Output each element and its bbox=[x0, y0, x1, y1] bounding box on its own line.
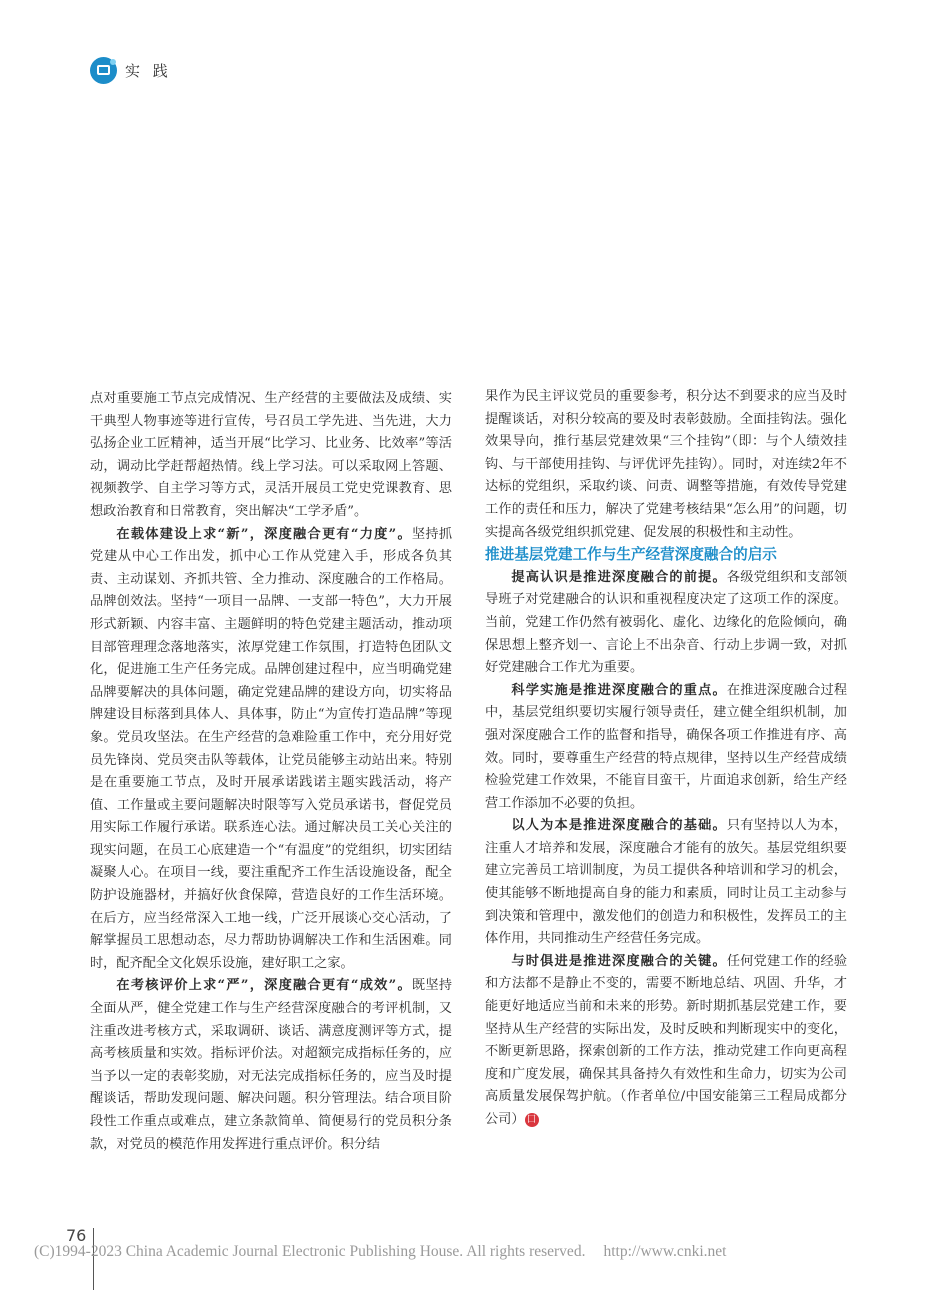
paragraph: 果作为民主评议党员的重要参考，积分达不到要求的应当及时提醒谈话，对积分较高的要及时表彰鼓励。全面挂钩法。强化效果导向，推行基层党建效果“三个挂钩”（即：与个人绩效挂钩、与干部使用挂钩、与评优评先挂钩）。同时，对连续2年不达标的党组织，采取约谈、问责、调整等措施，有效传导党建工作的责任和压力，解决了党建考核结果“怎么用”的问题，切实提高各级党组织抓党建、促发展的积极性和主动性。 bbox=[485, 389, 847, 540]
right-column bbox=[485, 386, 847, 1132]
paragraph-lead: 在载体建设上求“新”，深度融合更有“力度”。 bbox=[116, 526, 412, 542]
paragraph bbox=[485, 815, 847, 951]
paragraph-lead: 以人为本是推进深度融合的基础。 bbox=[511, 818, 727, 834]
paragraph bbox=[90, 524, 452, 976]
paragraph: 点对重要施工节点完成情况、生产经营的主要做法及成绩、实干典型人物事迹等进行宣传，号召员工学先进、当先进，大力弘扬企业工匠精神，适当开展“比学习、比业务、比效率”等活动，调动比学赶帮超热情。线上学习法。可以采取网上答题、视频教学、自主学习等方式，灵活开展员工党史党课教育、思想政治教育和日常教育，突出解决“工学矛盾”。 bbox=[90, 391, 452, 519]
copyright-watermark bbox=[34, 1243, 726, 1261]
cnki-url: http://www.cnki.net bbox=[603, 1243, 727, 1260]
paragraph-lead: 提高认识是推进深度融合的前提。 bbox=[511, 569, 727, 585]
left-column bbox=[90, 388, 452, 1156]
page-header bbox=[90, 57, 172, 84]
paragraph-body: 坚持抓党建从中心工作出发，抓中心工作从党建入手，形成各负其责、主动谋划、齐抓共管、全力推动、深度融合的工作格局。品牌创效法。坚持“一项目一品牌、一支部一特色”，大力开展形式新颖、内容丰富、主题鲜明的特色党建主题活动，推动项目部管理理念落地落实，浓厚党建工作氛围，打造特色团队文化，促进施工生产任务完成。品牌创建过程中，应当明确党建品牌要解决的具体问题，确定党建品牌的建设方向，切实将品牌建设目标落到具体人、具体事，防止“为宣传打造品牌”等现象。党员攻坚法。在生产经营的急难险重工作中，充分用好党员先锋岗、党员突击队等载体，让党员能够主动站出来。特别是在重要施工节点，及时开展承诺践诺主题实践活动，将产值、工作量或主要问题解决时限等写入党员承诺书，督促党员用实际工作履行承诺。联系连心法。通过解决员工关心关注的现实问题，在员工心底建造一个“有温度”的党组织，切实团结凝聚人心。在项目一线，要注重配齐工作生活设施设备，配全防护设施器材，并搞好伙食保障，营造良好的工作生活环境。在后方，应当经常深入工地一线，广泛开展谈心交心活动，了解掌握员工思想动态，尽力帮助协调解决工作和生活困难。同时，配齐配全文化娱乐设施，建好职工之家。 bbox=[90, 526, 453, 971]
paragraph bbox=[485, 567, 847, 680]
section-heading: 推进基层党建工作与生产经营深度融合的启示 bbox=[485, 546, 777, 564]
paragraph bbox=[485, 951, 847, 1132]
paragraph-lead: 与时俱进是推进深度融合的关键。 bbox=[511, 953, 727, 969]
paragraph-body: 在推进深度融合过程中，基层党组织要切实履行领导责任，建立健全组织机制，加强对深度融合工作的监督和指导，确保各项工作推进有序、高效。同时，要尊重生产经营的特点规律，坚持以生产经营成绩检验党建工作效果，不能盲目蛮干，片面追求创新，给生产经营工作添加不必要的负担。 bbox=[485, 682, 848, 811]
page-number: 76 bbox=[66, 1226, 87, 1245]
section-logo-icon bbox=[90, 57, 117, 84]
paragraph-body: 各级党组织和支部领导班子对党建融合的认识和重视程度决定了这项工作的深度。当前，党建工作仍然有被弱化、虚化、边缘化的危险倾向，确保思想上整齐划一、言论上不出杂音、行动上步调一致，对抓好党建融合工作尤为重要。 bbox=[485, 569, 848, 676]
paragraph-body: 只有坚持以人为本，注重人才培养和发展，深度融合才能有的放矢。基层党组织要建立完善员工培训制度，为员工提供各种培训和学习的机会，使其能够不断地提高自身的能力和素质，同时让员工主动参与到决策和管理中，激发他们的创造力和积极性，发挥员工的主体作用，共同推动生产经营任务完成。 bbox=[485, 818, 848, 947]
section-label: 实 践 bbox=[125, 62, 172, 80]
end-mark-icon: 囗 bbox=[525, 1113, 539, 1127]
paragraph-lead: 科学实施是推进深度融合的重点。 bbox=[511, 682, 727, 698]
paragraph-body: 既坚持全面从严，健全党建工作与生产经营深度融合的考评机制，又注重改进考核方式，采取调研、谈话、满意度测评等方式，提高考核质量和实效。指标评价法。对超额完成指标任务的，应当予以一定的表彰奖励，对无法完成指标任务的，应当及时提醒谈话，帮助发现问题、解决问题。积分管理法。结合项目阶段性工作重点或难点，建立条款简单、简便易行的党员积分条款，对党员的模范作用发挥进行重点评价。积分结 bbox=[90, 978, 453, 1152]
copyright-text: (C)1994-2023 China Academic Journal Electronic Publishing House. All rights reserved. bbox=[34, 1243, 586, 1260]
paragraph-body: 任何党建工作的经验和方法都不是静止不变的，需要不断地总结、巩固、升华，才能更好地适应当前和未来的形势。新时期抓基层党建工作，要坚持从生产经营的实际出发，及时反映和判断现实中的变化，不断更新思路，探索创新的工作方法，推动党建工作向更高程度和广度发展，确保其具备持久有效性和生命力，切实为公司高质量发展保驾护航。（作者单位/中国安能第三工程局成都分公司） bbox=[485, 953, 848, 1127]
paragraph bbox=[485, 680, 847, 816]
paragraph-lead: 在考核评价上求“严”，深度融合更有“成效”。 bbox=[116, 978, 412, 994]
paragraph bbox=[90, 975, 452, 1156]
